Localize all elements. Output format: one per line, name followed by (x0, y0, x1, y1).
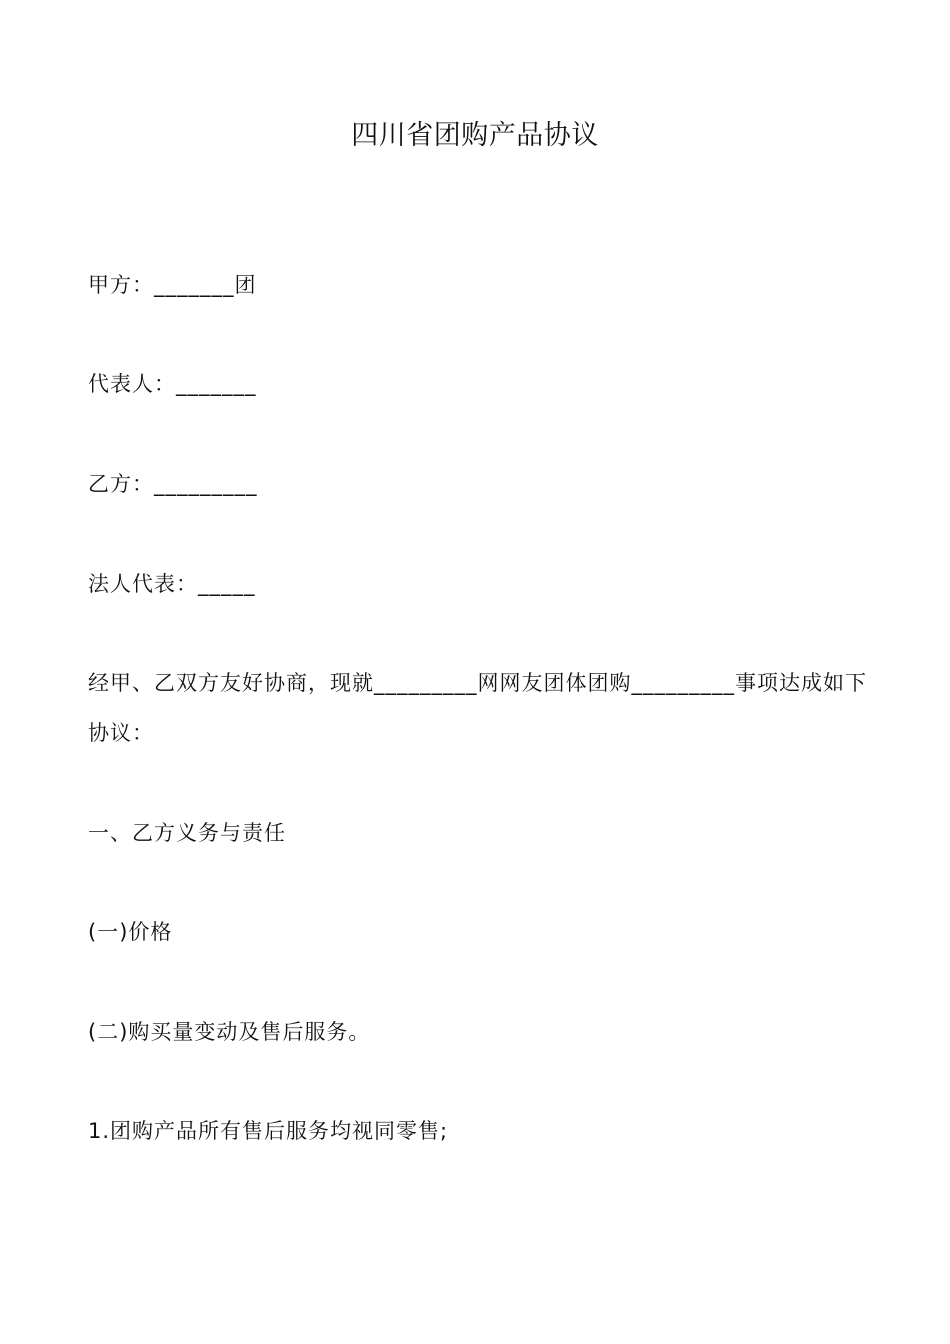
agreement-intro-paragraph: 经甲、乙双方友好协商，现就_________网网友团体团购_________事项达成如下协议： (88, 671, 867, 745)
party-b-line: 乙方：_________ (88, 472, 258, 496)
party-a-line: 甲方：_______团 (88, 273, 257, 297)
legal-representative-line: 法人代表：_____ (88, 572, 256, 596)
party-a-representative-line: 代表人：_______ (88, 372, 257, 396)
subsection-heading-quantity-after-sales: (二)购买量变动及售后服务。 (88, 1020, 371, 1044)
document-title: 四川省团购产品协议 (351, 120, 599, 151)
section-heading-party-b-obligations: 一、乙方义务与责任 (88, 821, 286, 845)
subsection-heading-price: (一)价格 (88, 920, 173, 944)
clause-1-after-sales: 1.团购产品所有售后服务均视同零售; (88, 1119, 449, 1143)
